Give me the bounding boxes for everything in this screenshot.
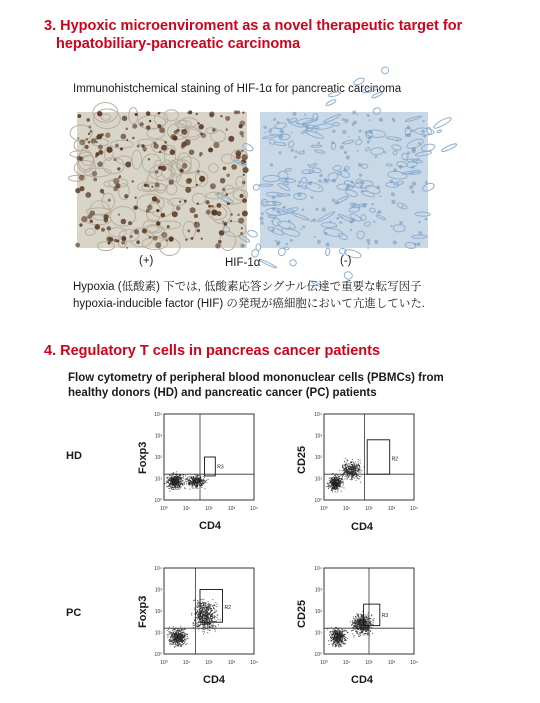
svg-text:10³: 10³ bbox=[154, 433, 162, 440]
axis-label-foxp3-pc: Foxp3 bbox=[137, 595, 149, 628]
axis-label-cd4-4: CD4 bbox=[351, 674, 374, 686]
axis-label-cd4-2: CD4 bbox=[351, 521, 374, 533]
micrograph-positive bbox=[77, 112, 247, 248]
label-hif: HIF-1α bbox=[225, 257, 261, 269]
svg-text:10³: 10³ bbox=[314, 587, 322, 594]
svg-text:10²: 10² bbox=[314, 609, 322, 615]
section4-title: 4. Regulatory T cells in pancreas cancer patients bbox=[44, 343, 381, 359]
svg-text:10⁰: 10⁰ bbox=[160, 506, 168, 512]
svg-text:10⁴: 10⁴ bbox=[250, 660, 258, 666]
svg-text:10¹: 10¹ bbox=[314, 630, 322, 637]
axis-label-cd25-pc: CD25 bbox=[296, 599, 308, 628]
row-label-pc: PC bbox=[66, 607, 82, 619]
flow-plot-hd-foxp3 bbox=[150, 412, 256, 512]
svg-text:10⁴: 10⁴ bbox=[250, 506, 258, 512]
svg-text:10¹: 10¹ bbox=[182, 660, 191, 666]
svg-text:10²: 10² bbox=[365, 506, 373, 512]
svg-text:10³: 10³ bbox=[227, 660, 236, 666]
section4-subtitle-line2: healthy donors (HD) and pancreatic cancer (PC) patients bbox=[68, 387, 377, 399]
body-line2: hypoxia-inducible factor (HIF) の発現が癌細胞において亢進していた. bbox=[73, 298, 426, 310]
row-label-hd: HD bbox=[66, 450, 82, 462]
flow-plot-pc-cd25 bbox=[310, 566, 416, 666]
svg-text:R3: R3 bbox=[217, 464, 224, 471]
svg-text:10⁴: 10⁴ bbox=[410, 506, 418, 512]
body-line1: Hypoxia (低酸素) 下では, 低酸素応答シグナル伝達で重要な転写因子 bbox=[73, 281, 422, 293]
svg-text:R2: R2 bbox=[391, 456, 399, 463]
svg-text:10⁰: 10⁰ bbox=[160, 660, 168, 666]
section4-subtitle-line1: Flow cytometry of peripheral blood mononuclear cells (PBMCs) from bbox=[68, 372, 444, 384]
flow-plot-pc-foxp3 bbox=[150, 566, 256, 666]
svg-text:10²: 10² bbox=[365, 660, 373, 666]
svg-text:10¹: 10¹ bbox=[154, 476, 162, 483]
svg-text:10⁴: 10⁴ bbox=[410, 660, 418, 666]
svg-text:10⁰: 10⁰ bbox=[320, 506, 328, 512]
svg-text:10³: 10³ bbox=[314, 433, 322, 440]
svg-text:10⁴: 10⁴ bbox=[154, 412, 162, 418]
svg-text:R3: R3 bbox=[381, 613, 389, 620]
axis-label-foxp3-hd: Foxp3 bbox=[137, 441, 149, 474]
svg-text:10¹: 10¹ bbox=[314, 476, 322, 483]
svg-text:10⁰: 10⁰ bbox=[320, 660, 328, 666]
svg-text:10³: 10³ bbox=[154, 587, 162, 594]
svg-text:10⁰: 10⁰ bbox=[314, 498, 322, 504]
svg-text:10⁴: 10⁴ bbox=[154, 566, 162, 572]
svg-text:10³: 10³ bbox=[227, 506, 236, 512]
svg-text:10²: 10² bbox=[154, 455, 162, 461]
axis-label-cd25-hd: CD25 bbox=[296, 445, 308, 474]
svg-text:10⁰: 10⁰ bbox=[154, 498, 162, 504]
svg-text:10¹: 10¹ bbox=[182, 506, 191, 512]
flow-plot-hd-cd25 bbox=[310, 412, 416, 512]
svg-text:10⁰: 10⁰ bbox=[314, 652, 322, 658]
svg-text:10¹: 10¹ bbox=[154, 630, 162, 637]
svg-text:10²: 10² bbox=[154, 609, 162, 615]
svg-text:10²: 10² bbox=[205, 506, 213, 512]
micrograph-negative bbox=[260, 112, 428, 248]
svg-text:10¹: 10¹ bbox=[342, 660, 351, 666]
axis-label-cd4-3: CD4 bbox=[203, 674, 226, 686]
svg-text:10²: 10² bbox=[205, 660, 213, 666]
label-positive: (+) bbox=[139, 255, 154, 267]
svg-text:10³: 10³ bbox=[387, 506, 396, 512]
svg-text:10⁴: 10⁴ bbox=[314, 566, 322, 572]
axis-label-cd4-1: CD4 bbox=[199, 520, 222, 532]
svg-text:10¹: 10¹ bbox=[342, 506, 351, 512]
staining-caption: Immunohistchemical staining of HIF-1α for pancreatic carcinoma bbox=[73, 83, 402, 95]
section3-title-line1: 3. Hypoxic microenviroment as a novel therapeutic target for bbox=[44, 18, 463, 34]
svg-text:10³: 10³ bbox=[387, 660, 396, 666]
svg-text:10⁴: 10⁴ bbox=[314, 412, 322, 418]
svg-text:R2: R2 bbox=[224, 605, 231, 612]
section3-title-line2: hepatobiliary-pancreatic carcinoma bbox=[56, 36, 301, 52]
label-negative: (-) bbox=[340, 255, 352, 267]
svg-text:10⁰: 10⁰ bbox=[154, 652, 162, 658]
svg-text:10²: 10² bbox=[314, 455, 322, 461]
